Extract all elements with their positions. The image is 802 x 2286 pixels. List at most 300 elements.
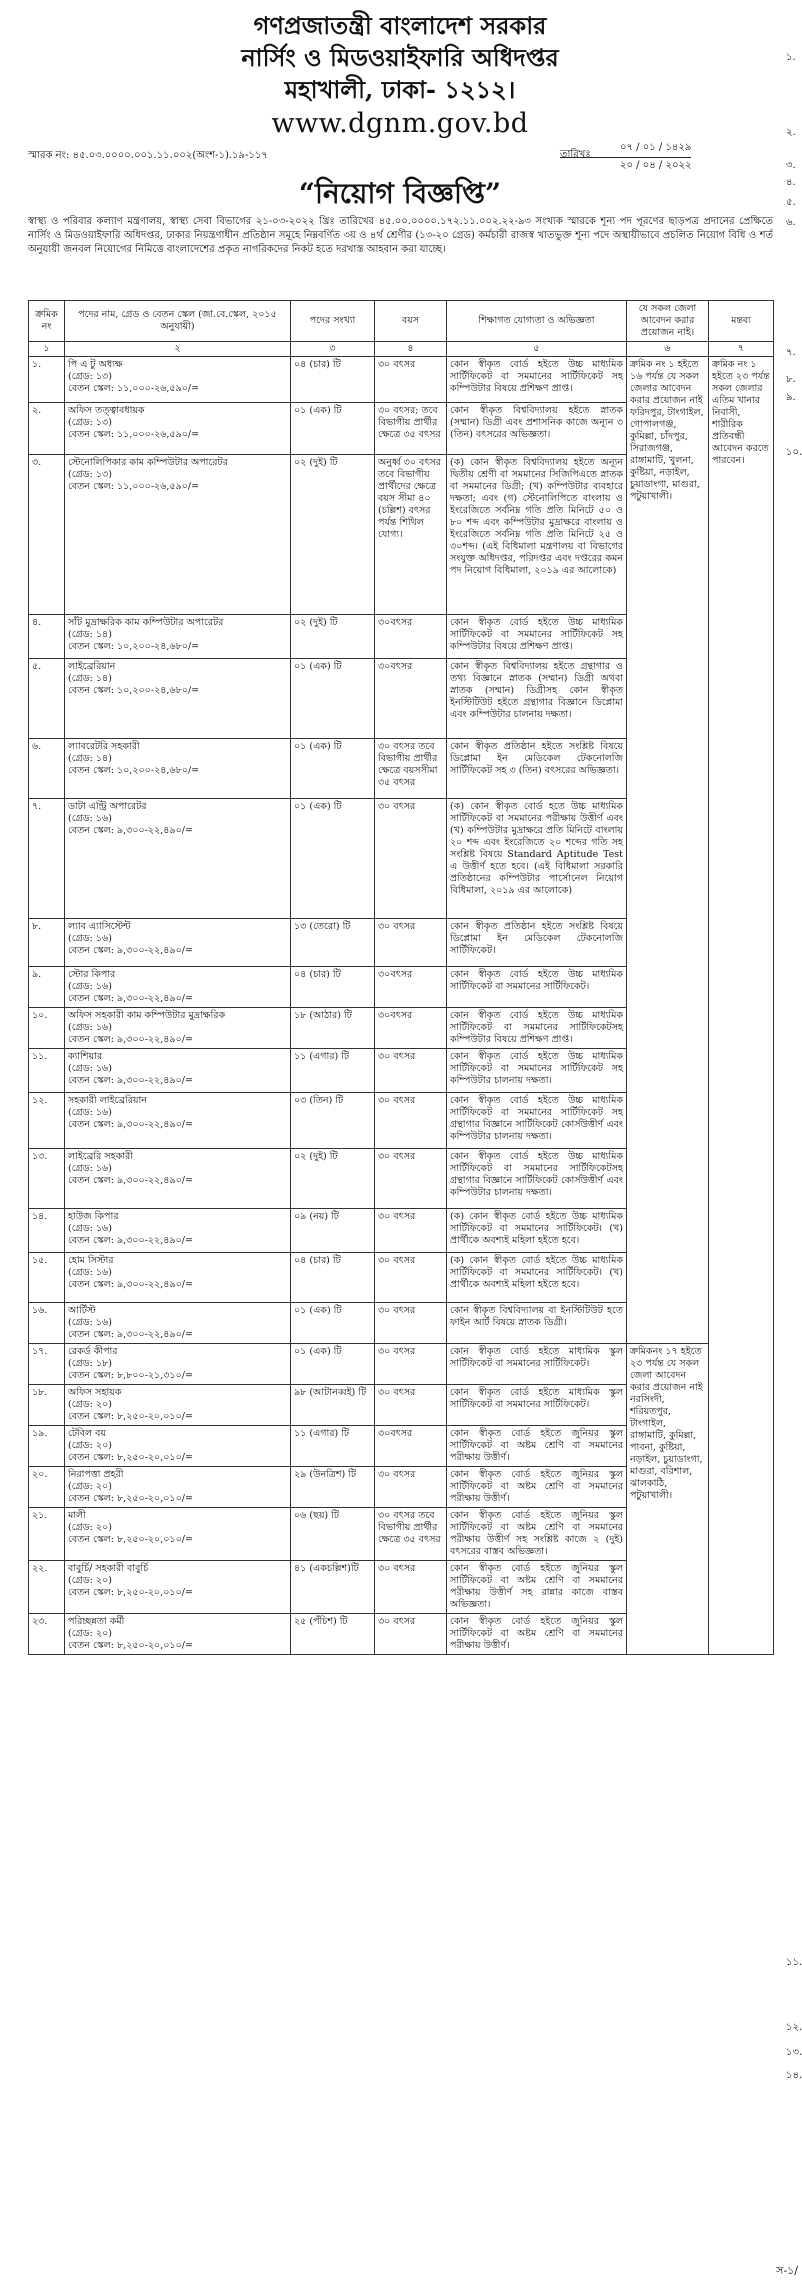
post-count: ০২ (দুই) টি [294,617,338,628]
qualification: (ক) কোন স্বীকৃত বিশ্ববিদ্যালয় হইতে অন্যূন দ্বিতীয় শ্রেণী বা সমমানের সিজিপিএতে স্নাতক বা সমমানের ডিগ্রী; (খ) কম্পিউটার ব্যবহারে দক্ষতা; এবং (গ) স্টেনোলিপিতে বাংলায় ও ইংরেজিতে সর্বনিম্ন গতি প্রতি মিনিটে ৫০ ও ৮০ শব্দ এবং কম্পিউটার মুদ্রাক্ষরে বাংলায় ও ইংরেজিতে সর্বনিম্ন গতি প্রতি মিনিটে ২৫ ও ৩০শব্দ। (এই বিধিমালা মন্ত্রণালয় বা বিভাগের সংযুক্ত অধিদপ্তর, পরিদপ্তর এবং দপ্তরের কমন পদ নিয়োগ বিধিমালা, ২০১৯ এর আলোকে) [450,457,623,576]
col-number: ৫ [447,342,627,357]
qualification: কোন স্বীকৃত প্রতিষ্ঠান হইতে সংশ্লিষ্ট বিষয়ে ডিপ্লোমা ইন মেডিকেল টেকনোলজি সার্টিফিকেট সহ ৩ (তিন) বৎসরের অভিজ্ঞতা। [450,741,623,776]
post-name: ক্যাশিয়ার [68,1051,103,1062]
post-grade: (গ্রেড: ১৬) [68,1317,112,1328]
post-name: অফিস তত্ত্বাবধায়ক [68,405,145,416]
post-name: লাইব্রেরিয়ান [68,661,116,672]
qualification: কোন স্বীকৃত বোর্ড হইতে উচ্চ মাধ্যমিক সার্টিফিকেট বা সমমানের সার্টিফিকেট। [450,969,623,992]
post-name: হাউজ কিপার [68,1211,119,1222]
serial-number: ১. [32,359,42,370]
cell-post [65,1344,291,1385]
qualification: কোন স্বীকৃত বোর্ড হইতে উচ্চ মাধ্যমিক সার্টিফিকেট বা সমমানের সার্টিফিকেট সহ কম্পিউটার বিষয়ে প্রশিক্ষণ প্রাপ্ত। [450,617,623,652]
post-scale: বেতন স্কেল: ৮,৮০০-২১,৩১০/= [68,1370,193,1381]
cell-qualification [447,1303,627,1344]
cell-post [65,659,291,739]
date-english: ২০ / ০৪ / ২০২২ [620,160,692,171]
post-scale: বেতন স্কেল: ১১,০০০-২৬,৫৯০/= [68,383,200,394]
post-count: ২৯ (উনত্রিশ) টি [294,1469,357,1480]
cell-count [291,919,375,967]
serial-number: ৪. [32,617,42,628]
cell-age [375,1303,447,1344]
margin-mark: ৪. [786,177,796,188]
post-name: টেবিল বয় [68,1428,107,1439]
qualification: কোন স্বীকৃত বোর্ড হইতে জুনিয়র স্কুল সার্টিফিকেট বা অষ্টম শ্রেণি বা সমমানের পরীক্ষায় উত্তীর্ণ। [450,1616,623,1651]
column-number-row [29,342,774,357]
post-grade: (গ্রেড: ১৬) [68,1267,112,1278]
serial-number: ৭. [32,801,42,812]
margin-mark: ৭. [786,347,796,358]
cell-age [375,1008,447,1049]
serial-number: ১৩. [32,1151,48,1162]
post-grade: (গ্রেড: ১৮) [68,1358,112,1369]
cell-post [65,1614,291,1655]
date-bengali: ০৭ / ০১ / ১৪২৯ [560,140,691,158]
cell-age [375,357,447,403]
cell-qualification [447,1253,627,1303]
cell-age [375,1049,447,1093]
post-grade: (গ্রেড: ১৪) [68,753,112,764]
age-limit: ৩০ বৎসর [378,359,416,370]
margin-mark: ১৪. [786,2070,802,2081]
margin-mark: ৬. [786,217,796,228]
post-scale: বেতন স্কেল: ৯,৩০০-২২,৪৯০/= [68,1075,193,1086]
cell-age [375,1561,447,1614]
cell-sl [29,1614,65,1655]
post-name: ল্যাবরেটরি সহকারী [68,741,140,752]
col-number: ৭ [709,342,774,357]
post-count: ২৫ (পঁচিশ) টি [294,1616,348,1627]
memo-number: স্মারক নং: ৪৫.০৩.০০০০.০০১.১১.০০২(অংশ-১).১৯-১১৭ [28,150,268,161]
qualification: কোন স্বীকৃত বোর্ড হইতে উচ্চ মাধ্যমিক সার্টিফিকেট বা সমমানের সার্টিফিকেট সহ গ্রন্থাগার বিজ্ঞানে সার্টিফিকেট কোর্সউত্তীর্ণ এবং কম্পিউটার চালনায় দক্ষতা। [450,1095,623,1142]
cell-sl [29,659,65,739]
post-grade: (গ্রেড: ২০) [68,1399,112,1410]
age-limit: ৩০ বৎসর তবে বিভাগীয় প্রার্থীর ক্ষেত্রে ৩৫ বৎসর [378,1510,441,1545]
cell-post [65,1426,291,1467]
post-scale: বেতন স্কেল: ৮,২৫০-২০,০১০/= [68,1493,193,1504]
post-scale: বেতন স্কেল: ১০,২০০-২৪,৬৮০/= [68,765,200,776]
age-limit: ৩০বৎসর [378,661,413,672]
age-limit: ৩০বৎসর [378,1010,413,1021]
cell-count [291,1344,375,1385]
cell-count [291,1467,375,1508]
cell-age [375,1093,447,1149]
cell-sl [29,1344,65,1385]
post-count: ০৪ (চার) টি [294,359,341,370]
cell-count [291,659,375,739]
post-count: ০২ (দুই) টি [294,1151,338,1162]
cell-count [291,1385,375,1426]
cell-post [65,403,291,455]
cell-sl [29,403,65,455]
post-scale: বেতন স্কেল: ৮,২৫০-২০,০১০/= [68,1587,193,1598]
cell-sl [29,615,65,659]
cell-post [65,1467,291,1508]
cell-post [65,1093,291,1149]
cell-sl [29,799,65,919]
cell-age [375,1508,447,1561]
website: www.dgnm.gov.bd [271,108,529,139]
serial-number: ১৬. [32,1305,48,1316]
qualification: কোন স্বীকৃত বোর্ড হইতে জুনিয়র স্কুল সার্টিফিকেট বা অষ্টম শ্রেণি বা সমমানের পরীক্ষায় উত্তীর্ণ। [450,1428,623,1463]
cell-sl [29,357,65,403]
cell-post [65,1209,291,1253]
col-number: ৬ [627,342,709,357]
cell-sl [29,1561,65,1614]
cell-count [291,1561,375,1614]
margin-mark: ১২. [786,2022,802,2033]
cell-age [375,1385,447,1426]
age-limit: ৩০ বৎসর; তবে বিভাগীয় প্রার্থীর ক্ষেত্রে ৩৫ বৎসর [378,405,441,440]
qualification: কোন স্বীকৃত বোর্ড হইতে উচ্চ মাধ্যমিক সার্টিফিকেট বা সমমানের সার্টিফিকেট সহ কম্পিউটার বিষয়ে প্রশিক্ষণ প্রাপ্ত। [450,359,623,394]
serial-number: ২১. [32,1510,48,1521]
age-limit: ৩০বৎসর [378,1428,413,1439]
post-count: ১৩ (তেরো) টি [294,921,351,932]
post-grade: (গ্রেড: ২০) [68,1628,112,1639]
post-grade: (গ্রেড: ১৪) [68,673,112,684]
post-name: স্টোর কিপার [68,969,116,980]
excluded-districts-group1: ক্রমিক নং ১ হইতে ১৬ পর্যন্ত যে সকল জেলার আবেদন করার প্রয়োজন নাই ফরিদপুর, টাংগাইল, গোপালগঞ্জ, কুমিল্লা, চাঁদপুর, সিরাজগঞ্জ, রাঙ্গামাটি, খুলনা, কুষ্টিয়া, নড়াইল, চুয়াডাংগা, মাগুরা, পটুয়াখালী। [627,357,709,1344]
cell-post [65,739,291,799]
post-grade: (গ্রেড: ২০) [68,1440,112,1451]
cell-sl [29,455,65,615]
vacancy-table [28,300,774,1655]
post-count: ০১ (এক) টি [294,1346,342,1357]
intro-paragraph: স্বাস্থ্য ও পরিবার কল্যাণ মন্ত্রণালয়, স্বাস্থ্য সেবা বিভাগের ২১-০৩-২০২২ খ্রিঃ তারিখের ৪৫.০০.০০০০.১৭২.১১.০০২.২২-৯৩ সংখ্যক স্মারকে শূন্য পদ পূরণের ছাড়পত্র প্রদানের প্রেক্ষিতে নার্সিং ও মিডওয়াইফারি অধিদপ্তর, ঢাকার নিয়ন্ত্রণাধীন প্রতিষ্ঠান সমূহে নিম্নবর্ণিত ৩য় ও ৪র্থ শ্রেণীর (১৩-২০ গ্রেড) কর্মচারী রাজস্ব খাতভুক্ত শূন্য পদে অস্থায়ীভাবে প্রচলিত নিয়োগ বিধি ও শর্ত অনুযায়ী জনবল নিয়োগের নিমিত্তে বাংলাদেশের প্রকৃত নাগরিকদের নিকট হতে দরখাস্ত আহবান করা যাচ্ছে। [28,216,773,255]
cell-count [291,615,375,659]
cell-count [291,967,375,1008]
cell-count [291,357,375,403]
cell-count [291,1614,375,1655]
table-row [29,357,774,403]
post-count: ০১ (এক) টি [294,405,342,416]
cell-qualification [447,919,627,967]
post-count: ০১ (এক) টি [294,1305,342,1316]
cell-age [375,403,447,455]
cell-post [65,919,291,967]
serial-number: ২. [32,405,42,416]
post-name: মালী [68,1510,86,1521]
post-scale: বেতন স্কেল: ৮,২৫০-২০,০১০/= [68,1452,193,1463]
qualification: কোন স্বীকৃত বোর্ড হইতে মাধ্যমিক স্কুল সার্টিফিকেট বা সমমানের সার্টিফিকেট। [450,1387,623,1410]
post-name: ল্যাব এ্যাসিস্টেন্ট [68,921,131,932]
post-count: ০১ (এক) টি [294,741,342,752]
cell-qualification [447,1093,627,1149]
post-grade: (গ্রেড: ১৬) [68,813,112,824]
qualification: কোন স্বীকৃত বোর্ড হইতে উচ্চ মাধ্যমিক সার্টিফিকেট বা সমমানের সার্টিফিকেটসহ কম্পিউটার বিষয়ে প্রশিক্ষণ প্রাপ্ত। [450,1010,623,1045]
header-qualification: শিক্ষাগত যোগ্যতা ও অভিজ্ঞতা [447,301,627,342]
margin-mark: ২. [786,127,796,138]
serial-number: ১৯. [32,1428,48,1439]
cell-age [375,1467,447,1508]
post-count: ০২ (দুই) টি [294,457,338,468]
qualification: (ক) কোন স্বীকৃত বোর্ড হইতে উচ্চ মাধ্যমিক সার্টিফিকেট বা সমমানের সার্টিফিকেট। (খ) প্রার্থীকে অবশ্যই মহিলা হইতে হবে। [450,1255,623,1290]
cell-post [65,1385,291,1426]
post-name: স্টেনোলিপিকার কাম কম্পিউটার অপারেটর [68,457,228,468]
col-number: ১ [29,342,65,357]
margin-mark: ৩. [786,160,796,171]
date-block [560,140,691,175]
age-limit: ৩০ বৎসর [378,801,416,812]
post-count: ১৮ (আঠার) টি [294,1010,352,1021]
cell-count [291,1209,375,1253]
cell-age [375,1209,447,1253]
header [0,10,800,142]
post-count: ০৯ (নয়) টি [294,1211,339,1222]
serial-number: ১৫. [32,1255,48,1266]
cell-age [375,1426,447,1467]
qualification: (ক) কোন স্বীকৃত বোর্ড হইতে উচ্চ মাধ্যমিক সার্টিফিকেট বা সমমানের সার্টিফিকেট। (খ) প্রার্থীকে অবশ্যই মহিলা হইতে হবে। [450,1211,623,1246]
post-count: ১১ (এগার) টি [294,1428,350,1439]
post-count: ০৬ (ছয়) টি [294,1510,340,1521]
post-name: ডাটা এন্ট্রি অপারেটর [68,801,147,812]
gov-title: গণপ্রজাতন্ত্রী বাংলাদেশ সরকার [253,11,547,40]
post-count: ০৩ (তিন) টি [294,1095,344,1106]
serial-number: ২০. [32,1469,48,1480]
cell-age [375,1149,447,1209]
post-scale: বেতন স্কেল: ৮,২৫০-২০,০১০/= [68,1640,193,1651]
margin-mark: ১. [786,52,796,63]
post-scale: বেতন স্কেল: ৯,৩০০-২২,৪৯০/= [68,825,193,836]
cell-qualification [447,1426,627,1467]
serial-number: ১০. [32,1010,48,1021]
cell-sl [29,1385,65,1426]
post-grade: (গ্রেড: ১৬) [68,1063,112,1074]
post-grade: (গ্রেড: ১৬) [68,981,112,992]
serial-number: ২৩. [32,1616,48,1627]
cell-post [65,357,291,403]
post-scale: বেতন স্কেল: ৮,২৫০-২০,০১০/= [68,1534,193,1545]
qualification: কোন স্বীকৃত বোর্ড হইতে জুনিয়র স্কুল সার্টিফিকেট বা অষ্টম শ্রেণি বা সমমানের পরীক্ষায় উত্তীর্ণ সহ রান্নার কাজে বাস্তব অভিজ্ঞতা। [450,1563,623,1610]
cell-sl [29,1049,65,1093]
cell-qualification [447,1049,627,1093]
post-grade: (গ্রেড: ১৪) [68,629,112,640]
post-scale: বেতন স্কেল: ১০,২০০-২৪,৬৮০/= [68,685,200,696]
cell-qualification [447,799,627,919]
serial-number: ৬. [32,741,42,752]
cell-age [375,659,447,739]
cell-sl [29,1093,65,1149]
post-scale: বেতন স্কেল: ১০,২০০-২৪,৬৮০/= [68,641,200,652]
post-grade: (গ্রেড: ১৬) [68,1107,112,1118]
post-name: বাবুর্চি/ সহকারী বাবুর্চি [68,1563,149,1574]
age-limit: ৩০ বৎসর [378,1469,416,1480]
cell-age [375,967,447,1008]
table-header-row [29,301,774,342]
age-limit: ৩০ বৎসর [378,1563,416,1574]
cell-post [65,1049,291,1093]
address: মহাখালী, ঢাকা- ১২১২। [284,75,516,104]
post-grade: (গ্রেড: ১৩) [68,417,112,428]
cell-post [65,1303,291,1344]
post-name: সহকারী লাইব্রেরিয়ান [68,1095,147,1106]
header-post: পদের নাম, গ্রেড ও বেতন স্কেল (জা.বে.স্কেল, ২০১৫ অনুযায়ী) [65,301,291,342]
cell-count [291,455,375,615]
post-scale: বেতন স্কেল: ৯,৩০০-২২,৪৯০/= [68,1175,193,1186]
cell-count [291,1426,375,1467]
post-scale: বেতন স্কেল: ৯,৩০০-২২,৪৯০/= [68,1119,193,1130]
header-sl: ক্রমিক নং [29,301,65,342]
post-name: পি এ টু অধ্যক্ষ [68,359,123,370]
age-limit: ৩০ বৎসর [378,1616,416,1627]
age-limit: ৩০ বৎসর [378,1305,416,1316]
cell-qualification [447,1008,627,1049]
table-row [29,1344,774,1385]
cell-qualification [447,967,627,1008]
post-grade: (গ্রেড: ২০) [68,1575,112,1586]
page-footer: স-১/ [776,2264,798,2277]
cell-sl [29,1149,65,1209]
age-limit: অনুর্ধ্ব ৩০ বৎসর তবে বিভাগীয় প্রার্থীদের ক্ষেত্রে বয়স সীমা ৪০ (চল্লিশ) বৎসর পর্যন্ত শিথিল যোগ্য। [378,457,441,540]
serial-number: ৫. [32,661,42,672]
notice-title: “নিয়োগ বিজ্ঞপ্তি” [298,177,502,210]
cell-count [291,1303,375,1344]
qualification: কোন স্বীকৃত বোর্ড হইতে মাধ্যমিক স্কুল সার্টিফিকেট বা সমমানের সার্টিফিকেট। [450,1346,623,1369]
header-districts: যে সকল জেলা আবেদন করার প্রয়োজন নাই। [627,301,709,342]
cell-sl [29,1426,65,1467]
header-count: পদের সংখ্যা [291,301,375,342]
post-grade: (গ্রেড: ১৬) [68,933,112,944]
cell-age [375,799,447,919]
qualification: কোন স্বীকৃত প্রতিষ্ঠান হইতে সংশ্লিষ্ট বিষয়ে ডিপ্লোমা ইন মেডিকেল টেকনোলজি সার্টিফিকেট। [450,921,623,956]
post-scale: বেতন স্কেল: ৯,৩০০-২২,৪৯০/= [68,1235,193,1246]
cell-qualification [447,1385,627,1426]
serial-number: ১৭. [32,1346,48,1357]
serial-number: ১২. [32,1095,48,1106]
post-name: সাঁট মুদ্রাক্ষরিক কাম কম্পিউটার অপারেটর [68,617,224,628]
cell-sl [29,1508,65,1561]
age-limit: ৩০ বৎসর [378,1346,416,1357]
post-name: অফিস সহকারী কাম কম্পিউটার মুদ্রাক্ষরিক [68,1010,226,1021]
cell-qualification [447,1209,627,1253]
serial-number: ১৪. [32,1211,48,1222]
cell-qualification [447,1344,627,1385]
serial-number: ৮. [32,921,42,932]
qualification: কোন স্বীকৃত বোর্ড হইতে জুনিয়র স্কুল সার্টিফিকেট বা অষ্টম শ্রেণি বা সমমানের পরীক্ষায় উত্তীর্ণ। [450,1469,623,1504]
cell-sl [29,967,65,1008]
cell-qualification [447,357,627,403]
serial-number: ১৮. [32,1387,48,1398]
cell-post [65,1253,291,1303]
post-count: ৯৮ (আটানব্বই) টি [294,1387,367,1398]
cell-age [375,739,447,799]
cell-qualification [447,455,627,615]
cell-age [375,1253,447,1303]
post-scale: বেতন স্কেল: ৮,২৫০-২০,০১০/= [68,1411,193,1422]
qualification: কোন স্বীকৃত বিশ্ববিদ্যালয় হইতে গ্রন্থাগার ও তথ্য বিজ্ঞানে স্নাতক (সম্মান) ডিগ্রী অথবা স্নাতক (সম্মান) ডিগ্রীসহ কোন স্বীকৃত ইনস্টিটিউট হইতে গ্রন্থাগার বিজ্ঞানে ডিপ্লোমা এবং কম্পিউটার চালনায় দক্ষতা। [450,661,623,720]
cell-post [65,799,291,919]
margin-mark: ৯. [786,392,796,403]
cell-sl [29,1209,65,1253]
excluded-districts-group2: ক্রমিকনং ১৭ হইতে ২৩ পর্যন্ত যে সকল জেলা আবেদন করার প্রয়োজন নাই নরসিংদী, শরিয়তপুর, টাংগাইল, রাঙ্গামাটি, কুমিল্লা, পাবনা, কুষ্টিয়া, নড়াইল, চুয়াডাংগা, মাগুরা, বরিশাল, ঝালকাঠি, পটুয়াখালী। [627,1344,709,1655]
cell-sl [29,739,65,799]
cell-count [291,1049,375,1093]
margin-mark: ১১. [786,1957,802,1968]
header-age: বয়স [375,301,447,342]
post-count: ০১ (এক) টি [294,661,342,672]
age-limit: ৩০বৎসর [378,969,413,980]
cell-post [65,1149,291,1209]
cell-count [291,1508,375,1561]
cell-post [65,1008,291,1049]
post-count: ১১ (এগার) টি [294,1051,350,1062]
serial-number: ২২. [32,1563,48,1574]
cell-count [291,1149,375,1209]
directorate-title: নার্সিং ও মিডওয়াইফারি অধিদপ্তর [241,43,559,72]
serial-number: ৩. [32,457,42,468]
qualification: কোন স্বীকৃত বিশ্ববিদ্যালয় হইতে স্নাতক (সম্মান) ডিগ্রী এবং প্রশাসনিক কাজে অন্যূন ৩ (তিন) বৎসরের অভিজ্ঞতা। [450,405,623,440]
cell-count [291,1093,375,1149]
age-limit: ৩০ বৎসর [378,1051,416,1062]
qualification: কোন স্বীকৃত বোর্ড হইতে জুনিয়র স্কুল সার্টিফিকেট বা অষ্টম শ্রেণি বা সমমানের পরীক্ষায় উত্তীর্ণ সহ সংশ্লিষ্ট কাজে ২ (দুই) বৎসরের বাস্তব অভিজ্ঞতা। [450,1510,623,1557]
cell-qualification [447,403,627,455]
age-limit: ৩০বৎসর [378,617,413,628]
cell-age [375,1344,447,1385]
post-grade: (গ্রেড: ১৬) [68,1163,112,1174]
age-limit: ৩০ বৎসর [378,1211,416,1222]
cell-age [375,919,447,967]
age-limit: ৩০ বৎসর [378,1255,416,1266]
cell-qualification [447,1561,627,1614]
post-grade: (গ্রেড: ১৩) [68,371,112,382]
post-count: ০১ (এক) টি [294,801,342,812]
cell-sl [29,1467,65,1508]
post-name: আর্টিস্ট [68,1305,96,1316]
post-scale: বেতন স্কেল: ১১,০০০-২৬,৫৯০/= [68,429,200,440]
cell-age [375,1614,447,1655]
age-limit: ৩০ বৎসর [378,1095,416,1106]
cell-count [291,1008,375,1049]
cell-age [375,615,447,659]
cell-post [65,1508,291,1561]
col-number: ৩ [291,342,375,357]
margin-mark: ৮. [786,374,796,385]
post-name: রেকর্ড কীপার [68,1346,118,1357]
cell-sl [29,1008,65,1049]
age-limit: ৩০ বৎসর [378,1387,416,1398]
post-scale: বেতন স্কেল: ১১,০০০-২৬,৫৯০/= [68,481,200,492]
post-grade: (গ্রেড: ১৬) [68,1223,112,1234]
post-grade: (গ্রেড: ২০) [68,1481,112,1492]
col-number: ২ [65,342,291,357]
post-name: অফিস সহায়ক [68,1387,122,1398]
cell-qualification [447,1614,627,1655]
col-number: ৪ [375,342,447,357]
post-name: পরিচ্ছন্নতা কর্মী [68,1616,125,1627]
cell-post [65,455,291,615]
post-count: ০৪ (চার) টি [294,1255,341,1266]
cell-count [291,799,375,919]
age-limit: ৩০ বৎসর তবে বিভাগীয় প্রার্থীর ক্ষেত্রে বয়সসীমা ৩৫ বৎসর [378,741,438,788]
post-scale: বেতন স্কেল: ৯,৩০০-২২,৪৯০/= [68,993,193,1004]
cell-qualification [447,1467,627,1508]
qualification: কোন স্বীকৃত বোর্ড হইতে উচ্চ মাধ্যমিক সার্টিফিকেট বা সমমানের সার্টিফিকেট সহ কম্পিউটার চালনায় দক্ষতা। [450,1051,623,1086]
cell-count [291,1253,375,1303]
serial-number: ৯. [32,969,42,980]
qualification: (ক) কোন স্বীকৃত বোর্ড হতে উচ্চ মাধ্যমিক সার্টিফিকেট বা সমমানের পরীক্ষায় উত্তীর্ণ এবং (খ) কম্পিউটার মুদ্রাক্ষরে প্রতি মিনিটে বাংলায় ২০ শব্দ এবং ইংরেজিতে ২০ শব্দের গতি সহ সংশ্লিষ্ট বিষয়ে Standard Aptitude Test এ উত্তীর্ণ হতে হবে। (এই বিধিমালা সরকারি প্রতিষ্ঠানের কম্পিউটার পার্সোনেল নিয়োগ বিধিমালা, ২০১৯ এর আলোকে) [450,801,623,896]
serial-number: ১১. [32,1051,48,1062]
margin-mark: ১৩. [786,2047,802,2058]
cell-qualification [447,1149,627,1209]
cell-count [291,403,375,455]
qualification: কোন স্বীকৃত বিশ্ববিদ্যালয় বা ইনস্টিটিউট হতে ফাইন আর্ট বিষয়ে স্নাতক ডিগ্রী। [450,1305,623,1328]
cell-age [375,455,447,615]
cell-post [65,615,291,659]
post-scale: বেতন স্কেল: ৯,৩০০-২২,৪৯০/= [68,1329,193,1340]
qualification: কোন স্বীকৃত বোর্ড হইতে উচ্চ মাধ্যমিক সার্টিফিকেট বা সমমানের সার্টিফিকেটসহ গ্রন্থাগার বিজ্ঞানে সার্টিফিকেট কোর্সউত্তীর্ণ এবং কম্পিউটার চালনায় দক্ষতা। [450,1151,623,1198]
margin-mark: ৫. [786,197,796,208]
margin-mark: ১০. [786,447,802,458]
post-count: ০৪ (চার) টি [294,969,341,980]
